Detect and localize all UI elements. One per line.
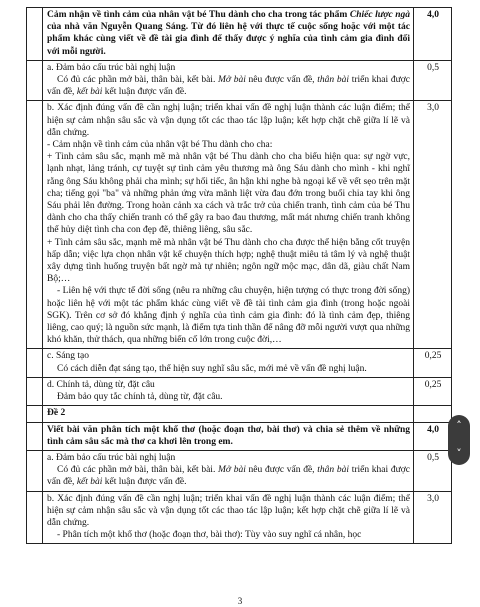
score-cell: 4,0	[414, 422, 452, 450]
table-row	[27, 406, 452, 422]
criterion-cell: b. Xác định đúng vấn đề cần nghị luận; triển khai vấn đề nghị luận thành các luận điểm; thể hiện sự cảm nhận sâu sắc và vận dụng tốt các thao tác lập luận; kết hợp chặt chẽ giữa lí lẽ và dẫn chứng. - Phân tích một khổ thơ (hoặc đoạn thơ, bài thơ): Tùy vào suy nghĩ cá nhân, học	[43, 491, 414, 544]
chevron-up-icon[interactable]: ˄	[456, 419, 462, 432]
grading-table	[26, 7, 452, 544]
table-row	[27, 60, 452, 101]
criterion-cell: a. Đảm bảo cấu trúc bài nghị luận Có đủ các phần mở bài, thân bài, kết bài. Mở bài nêu được vấn đề, thân bài triển khai được vấn đề, kết bài kết luận được vấn đề.	[43, 60, 414, 101]
score-cell	[414, 406, 452, 422]
table-row	[27, 101, 452, 349]
score-cell: 4,0	[414, 8, 452, 61]
criterion-cell: d. Chính tả, dùng từ, đặt câu Đảm bảo quy tắc chính tả, dùng từ, đặt câu.	[43, 377, 414, 405]
criterion-cell: c. Sáng tạo Có cách diễn đạt sáng tạo, thể hiện suy nghĩ sâu sắc, mới mẻ về vấn đề nghị luận.	[43, 349, 414, 377]
table-row	[27, 349, 452, 377]
score-cell: 3,0	[414, 491, 452, 544]
page-scroll-control	[448, 415, 470, 465]
criterion-cell: Cảm nhận về tình cảm của nhân vật bé Thu dành cho cha trong tác phẩm Chiếc lược ngà của nhà văn Nguyễn Quang Sáng. Từ đó liên hệ với thực tế cuộc sống hoặc với một tác phẩm khác cùng viết về đề tài gia đình để thấy được ý nghĩa của tình cảm gia đình đối với mỗi người.	[43, 8, 414, 61]
criterion-cell: a. Đảm bảo cấu trúc bài nghị luận Có đủ các phần mở bài, thân bài, kết bài. Mở bài nêu được vấn đề, thân bài triển khai được vấn đề, kết bài kết luận được vấn đề.	[43, 450, 414, 491]
table-row	[27, 8, 452, 61]
table-row	[27, 377, 452, 405]
table-row	[27, 491, 452, 544]
section-heading: Đề 2	[43, 406, 414, 422]
criterion-cell: Viết bài văn phân tích một khổ thơ (hoặc đoạn thơ, bài thơ) và chia sẻ thêm về những tình cảm sâu sắc mà thơ ca khơi lên trong em.	[43, 422, 414, 450]
page-number: 3	[237, 596, 243, 606]
criterion-cell: b. Xác định đúng vấn đề cần nghị luận; triển khai vấn đề nghị luận thành các luận điểm; thể hiện sự cảm nhận sâu sắc và vận dụng tốt các thao tác lập luận; kết hợp chặt chẽ giữa lí lẽ và dẫn chứng. - Cảm nhận về tình cảm của nhân vật bé Thu dành cho cha: + Tình cảm sâu sắc, mạnh mẽ mà nhân vật bé Thu dành cho cha biểu hiện qua: sự ngờ vực, lạnh nhạt, lảng tránh, cự tuyệt sự tình cảm yêu thương mà ông Sáu dành cho mình - khi nghĩ rằng ông Sáu không phải cha mình; sự hối tiếc, ân hận khi nghe bà ngoại kể về vết sẹo trên mặt cha; tiếng gọi "ba" và những phản ứng vừa mãnh liệt vừa đau đớn trong buổi chia tay khi ông Sáu phải lên đường. Trong hoàn cảnh xa cách và trắc trở của chiến tranh, tình cảm của bé Thu dành cho cha thấy chiến tranh có thể gây ra bao đau thương, mất mát nhưng chiến tranh không thể hủy diệt tình cha con đẹp đẽ, thiêng liêng, sâu sắc. + Tình cảm sâu sắc, mạnh mẽ mà nhân vật bé Thu dành cho cha được thể hiện bằng cốt truyện hấp dẫn; việc lựa chọn nhân vật kể chuyện thích hợp; nghệ thuật miêu tả tâm lý và nghệ thuật xây dựng tình huống truyện bất ngờ mà tự nhiên; ngôn ngữ mộc mạc, dân dã, giàu chất Nam Bộ;… - Liên hệ với thực tế đời sống (nêu ra những câu chuyện, hiện tượng có thực trong đời sống) hoặc liên hệ với một tác phẩm khác cùng viết về đề tài tình cảm gia đình (trong hoặc ngoài SGK). Trên cơ sở đó khẳng định ý nghĩa của tình cảm gia đình: đó là tình cảm đẹp, thiêng liêng, cao quý; là nguồn sức mạnh, là điểm tựa tinh thần để nâng đỡ mỗi người vượt qua những khó khăn, thử thách, qua những biến cố lớn trong cuộc đời,…	[43, 101, 414, 349]
score-cell: 0,5	[414, 450, 452, 491]
chevron-down-icon[interactable]: ˅	[456, 447, 462, 460]
score-cell: 3,0	[414, 101, 452, 349]
table-row	[27, 450, 452, 491]
score-cell: 0,25	[414, 349, 452, 377]
score-cell: 0,25	[414, 377, 452, 405]
table-row	[27, 422, 452, 450]
score-cell: 0,5	[414, 60, 452, 101]
